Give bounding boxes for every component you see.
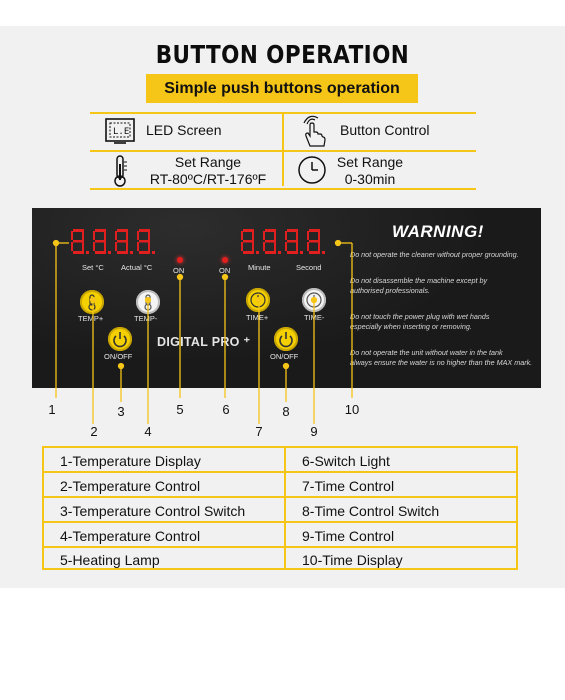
divider: [44, 471, 516, 473]
warning-line: Do not touch the power plug with wet hands: [350, 312, 490, 321]
legend-item: 10-Time Display: [302, 552, 403, 568]
second-label: Second: [296, 263, 322, 272]
legend-item: 1-Temperature Display: [60, 453, 201, 469]
callout-number: 7: [255, 424, 263, 439]
temp-onoff-button[interactable]: [108, 327, 132, 351]
divider: [284, 448, 286, 568]
warning-line: Do not operate the cleaner without proper grounding.: [350, 250, 519, 259]
led-digit: [241, 229, 259, 254]
power-icon: [108, 327, 132, 351]
led-digit: [285, 229, 303, 254]
temp-onoff-label: ON/OFF: [104, 352, 133, 361]
led-digit: [307, 229, 325, 254]
minute-label: Minute: [248, 263, 271, 272]
legend-item: 3-Temperature Control Switch: [60, 503, 246, 519]
legend-table: [42, 446, 518, 570]
heating-lamp-label: ON: [173, 266, 185, 275]
heating-lamp: [177, 257, 183, 263]
callout-number: 6: [222, 402, 230, 417]
led-digit: [71, 229, 89, 254]
warning-line: always ensure the water is no higher than the MAX mark.: [350, 358, 533, 367]
finger-press-icon: [296, 114, 330, 148]
legend-item: 8-Time Control Switch: [302, 503, 440, 519]
divider: [44, 521, 516, 523]
led-screen-label: LED Screen: [146, 122, 222, 138]
switch-light-label: ON: [219, 266, 231, 275]
time-onoff-button[interactable]: [274, 327, 298, 351]
legend-item: 9-Time Control: [302, 528, 395, 544]
thermometer-icon: [80, 290, 104, 314]
callout-number: 9: [310, 424, 318, 439]
time-range-label: Set Range: [336, 154, 404, 170]
thermometer-icon: [110, 154, 130, 188]
button-control-label: Button Control: [340, 122, 430, 138]
temp-range-label: Set Range: [174, 154, 242, 170]
warning-title: WARNING!: [392, 222, 484, 241]
time-range-value: 0-30min: [344, 171, 396, 187]
legend-item: 4-Temperature Control: [60, 528, 201, 544]
time-minus-button[interactable]: [302, 288, 326, 312]
temp-plus-button[interactable]: [80, 290, 104, 314]
svg-text:L.E: L.E: [113, 127, 130, 137]
led-digit: [137, 229, 155, 254]
warning-line: especially when inserting or removing.: [350, 322, 472, 331]
divider: [44, 496, 516, 498]
switch-light: [222, 257, 228, 263]
thermometer-icon: [136, 290, 160, 314]
time-plus-label: TIME+: [246, 313, 269, 322]
led-digit: [263, 229, 281, 254]
warning-line: authorised professionals.: [350, 286, 430, 295]
temperature-display: [70, 228, 166, 256]
time-minus-label: TIME-: [304, 313, 325, 322]
brand-label: DIGITAL PRO ⁺: [157, 335, 251, 349]
clock-icon: [296, 154, 328, 186]
callout-number: 10: [344, 402, 360, 417]
temp-minus-label: TEMP-: [134, 314, 158, 323]
callout-number: 8: [282, 404, 290, 419]
set-c-label: Set °C: [82, 263, 104, 272]
legend-item: 2-Temperature Control: [60, 478, 201, 494]
temp-minus-button[interactable]: [136, 290, 160, 314]
callout-number: 5: [176, 402, 184, 417]
legend-item: 6-Switch Light: [302, 453, 390, 469]
legend-item: 7-Time Control: [302, 478, 395, 494]
led-screen-icon: [104, 117, 136, 145]
led-digit: [115, 229, 133, 254]
callout-number: 2: [90, 424, 98, 439]
temp-range-value: RT-80ºC/RT-176ºF: [149, 171, 267, 187]
callout-number: 1: [48, 402, 56, 417]
subtitle-banner: Simple push buttons operation: [146, 74, 418, 103]
divider: [282, 114, 284, 186]
time-plus-button[interactable]: [246, 288, 270, 312]
divider: [44, 546, 516, 548]
warning-line: Do not operate the unit without water in the tank: [350, 348, 503, 357]
clock-icon: [302, 288, 326, 312]
callout-number: 4: [144, 424, 152, 439]
divider: [90, 188, 476, 190]
page-title: BUTTON OPERATION: [155, 40, 410, 69]
temp-plus-label: TEMP+: [78, 314, 104, 323]
legend-item: 5-Heating Lamp: [60, 552, 160, 568]
led-digit: [93, 229, 111, 254]
time-onoff-label: ON/OFF: [270, 352, 299, 361]
actual-c-label: Actual °C: [121, 263, 153, 272]
clock-icon: [246, 288, 270, 312]
spec-grid: [90, 110, 476, 190]
time-display: [240, 228, 336, 256]
callout-number: 3: [117, 404, 125, 419]
warning-line: Do not disassemble the machine except by: [350, 276, 488, 285]
power-icon: [274, 327, 298, 351]
